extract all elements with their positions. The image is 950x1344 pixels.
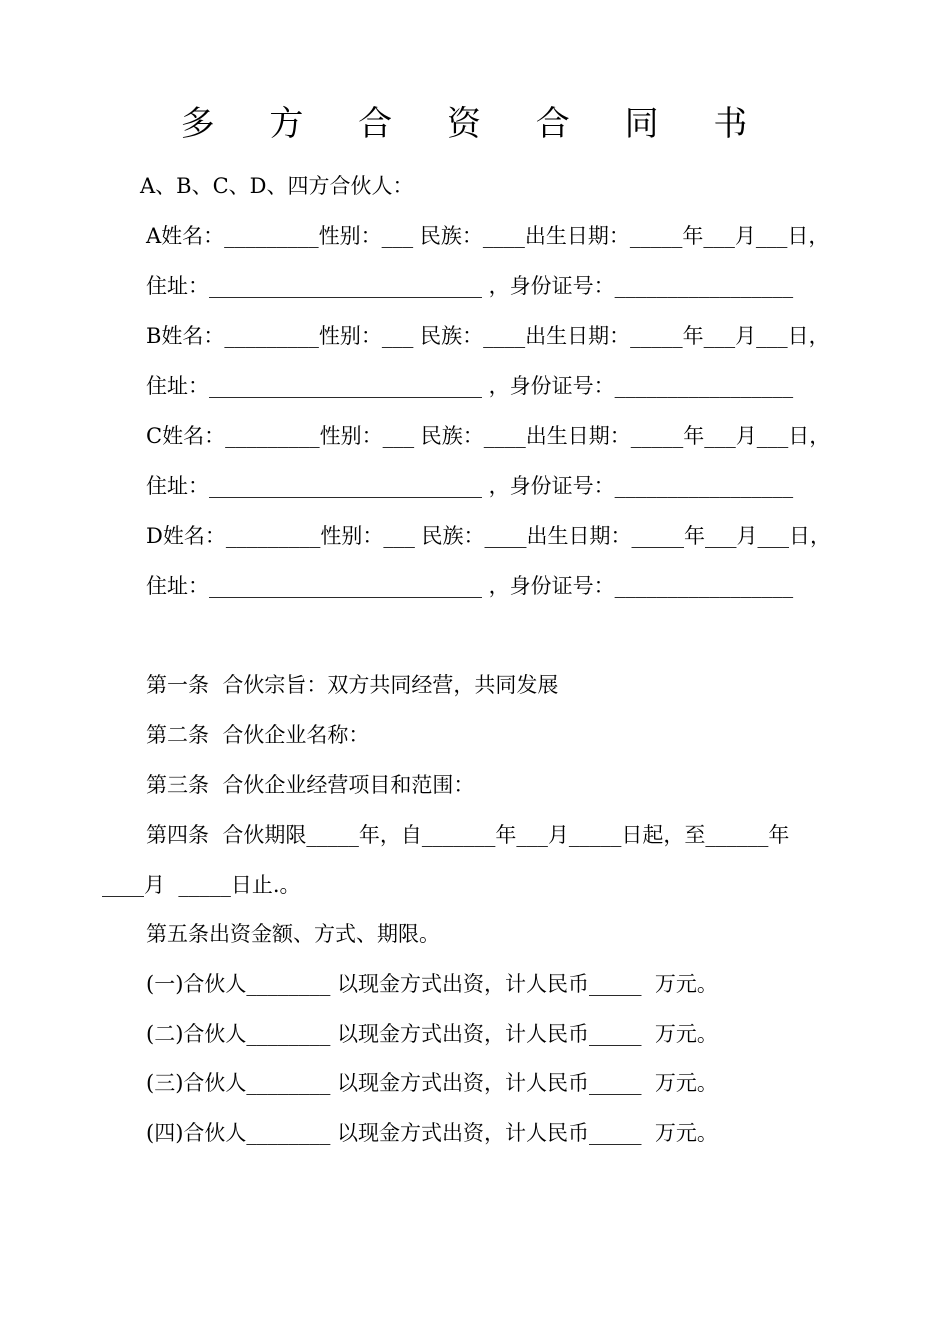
article-5-heading: 第五条出资金额、方式、期限。 bbox=[146, 922, 440, 946]
article-4-continuation: ____月 _____日止.。 bbox=[102, 873, 301, 897]
party-c-address: 住址：__________________________ ，身份证号：_________________ bbox=[146, 474, 794, 498]
contribution-3: (三)合伙人________ 以现金方式出资，计人民币_____ 万元。 bbox=[146, 1071, 718, 1095]
parties-heading: A、B、C、D、四方合伙人： bbox=[140, 174, 414, 198]
party-b-address: 住址：__________________________ ，身份证号：_________________ bbox=[146, 374, 794, 398]
party-a-info: A姓名：_________性别：___ 民族：____出生日期：_____年___月___日， bbox=[146, 224, 830, 248]
document-title: 多 方 合 资 合 同 书 bbox=[180, 104, 770, 144]
party-d-address: 住址：__________________________ ，身份证号：_________________ bbox=[146, 574, 794, 598]
article-1: 第一条 合伙宗旨：双方共同经营，共同发展 bbox=[146, 673, 559, 697]
party-b-info: B姓名：_________性别：___ 民族：____出生日期：_____年___月___日， bbox=[146, 324, 830, 348]
article-2: 第二条 合伙企业名称： bbox=[146, 723, 370, 747]
article-3: 第三条 合伙企业经营项目和范围： bbox=[146, 773, 475, 797]
party-d-info: D姓名：_________性别：___ 民族：____出生日期：_____年___月___日， bbox=[146, 524, 832, 548]
party-a-address: 住址：__________________________ ，身份证号：_________________ bbox=[146, 274, 794, 298]
party-c-info: C姓名：_________性别：___ 民族：____出生日期：_____年___月___日， bbox=[146, 424, 831, 448]
contribution-4: (四)合伙人________ 以现金方式出资，计人民币_____ 万元。 bbox=[146, 1121, 718, 1145]
contribution-1: (一)合伙人________ 以现金方式出资，计人民币_____ 万元。 bbox=[146, 972, 718, 996]
article-4: 第四条 合伙期限_____年，自_______年___月_____日起，至______年 bbox=[146, 823, 790, 847]
contribution-2: (二)合伙人________ 以现金方式出资，计人民币_____ 万元。 bbox=[146, 1022, 718, 1046]
